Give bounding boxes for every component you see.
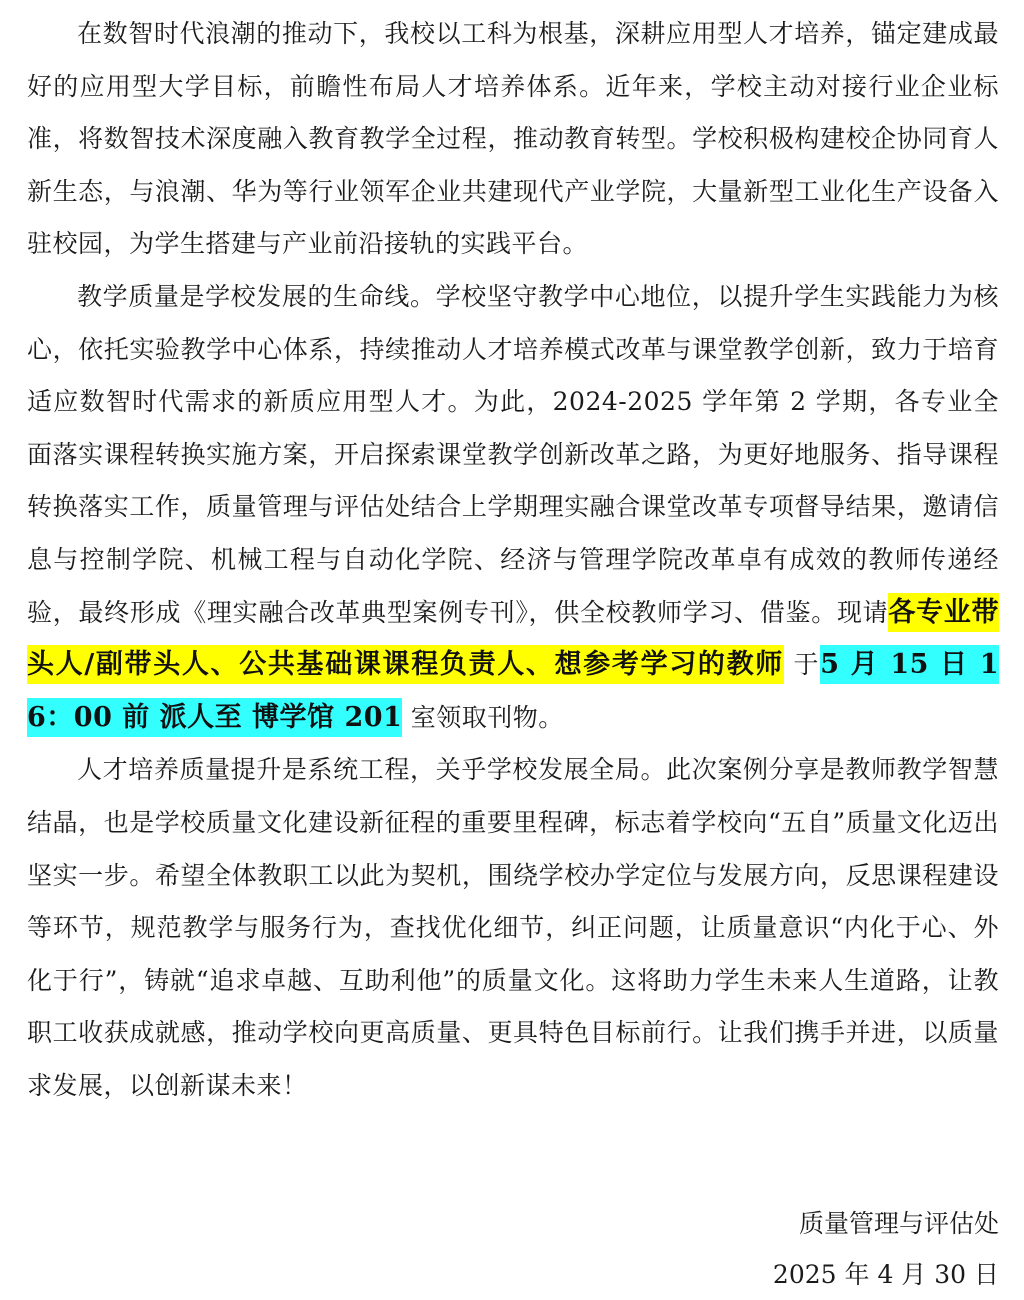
paragraph-quality-culture: 人才培养质量提升是系统工程，关乎学校发展全局。此次案例分享是教师教学智慧结晶，也是学校质量文化建设新征程的重要里程碑，标志着学校向“五自”质量文化迈出坚实一步。希望全体教职工以此为契机，围绕学校办学定位与发展方向，反思课程建设等环节，规范教学与服务行为，查找优化细节，纠正问题，让质量意识“内化于心、外化于行”，铸就“追求卓越、互助利他”的质量文化。这将助力学生未来人生道路，让教职工收获成就感，推动学校向更高质量、更具特色目标前行。让我们携手并进，以质量求发展，以创新谋未来！ <box>27 755 999 1100</box>
paragraph-teaching-quality-text: 教学质量是学校发展的生命线。学校坚守教学中心地位，以提升学生实践能力为核心，依托实验教学中心体系，持续推动人才培养模式改革与课堂教学创新，致力于培育适应数智时代需求的新质应用型人才。为此，2024-2025 学年第 2 学期，各专业全面落实课程转换实施方案，开启探索课堂教学创新改革之路，为更好地服务、指导课程转换落实工作，质量管理与评估处结合上学期理实融合课堂改革专项督导结果，邀请信息与控制学院、机械工程与自动化学院、经济与管理学院改革卓有成效的教师传递经验，最终形成《理实融合改革典型案例专刊》，供全校教师学习、借鉴。现请 <box>27 281 999 627</box>
connector-text: 于 <box>783 650 821 680</box>
notice-document <box>27 8 999 1289</box>
closing-text: 室领取刊物。 <box>402 702 564 732</box>
signature-organization: 质量管理与评估处 <box>798 1209 999 1238</box>
highlight-time-place: 5 月 15 日 16：00 前 派人至 博学馆 201 <box>27 645 999 737</box>
signature-date: 2025 年 4 月 30 日 <box>772 1260 999 1289</box>
highlight-recipients: 各专业带头人/副带头人、公共基础课课程负责人、想参考学习的教师 <box>27 593 999 685</box>
paragraph-intro: 在数智时代浪潮的推动下，我校以工科为根基，深耕应用型人才培养，锚定建成最好的应用型大学目标，前瞻性布局人才培养体系。近年来，学校主动对接行业企业标准，将数智技术深度融入教育教学全过程，推动教育转型。学校积极构建校企协同育人新生态，与浪潮、华为等行业领军企业共建现代产业学院，大量新型工业化生产设备入驻校园，为学生搭建与产业前沿接轨的实践平台。 <box>27 19 999 259</box>
paragraph-teaching-quality <box>27 271 999 744</box>
